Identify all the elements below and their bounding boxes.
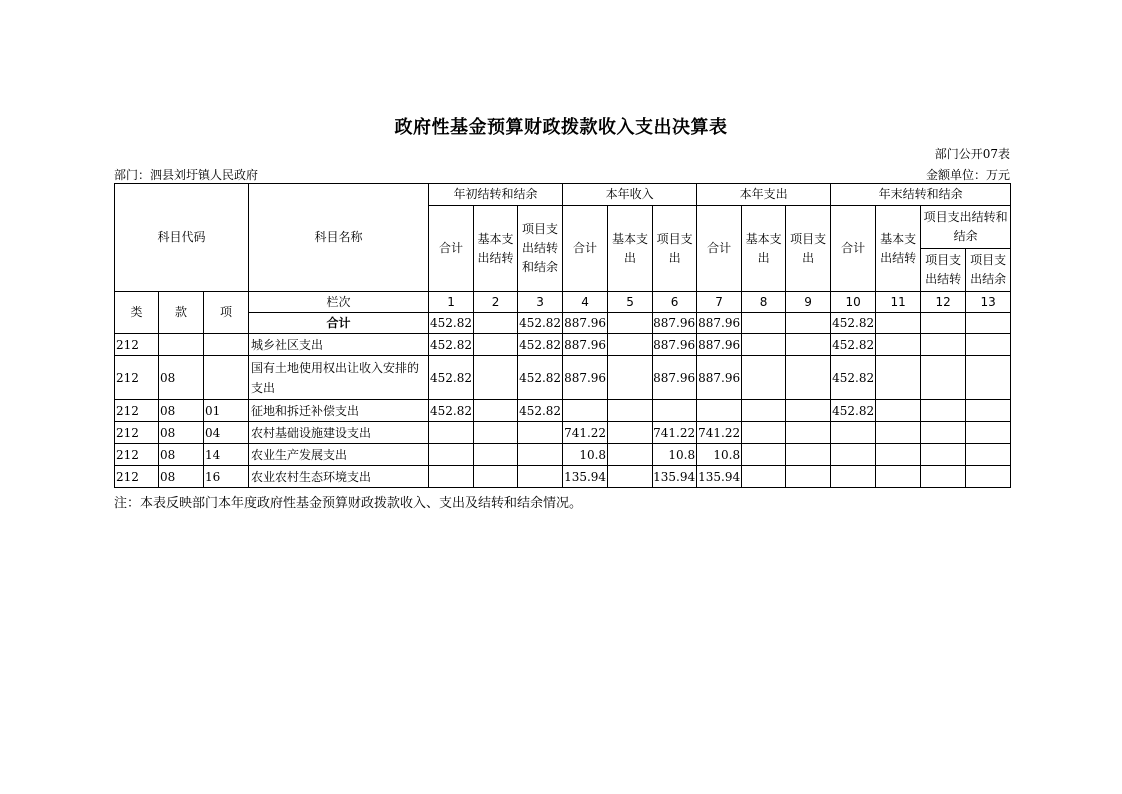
row-code-xiang: 16	[204, 466, 249, 488]
row-code-kuan: 08	[159, 466, 204, 488]
row-value-col-3: 452.82	[518, 400, 563, 422]
header-group-begin: 年初结转和结余	[429, 184, 563, 206]
header-expense-total: 合计	[697, 206, 742, 292]
row-value-col-2	[474, 400, 518, 422]
row-value-col-1	[429, 422, 474, 444]
row-code-lei: 212	[115, 356, 159, 400]
row-code-lei: 212	[115, 422, 159, 444]
budget-table	[114, 183, 1011, 488]
row-code-xiang	[204, 356, 249, 400]
row-value-col-5	[608, 444, 653, 466]
header-end-basic-carry: 基本支出结转	[876, 206, 921, 292]
total-value-col-11	[876, 313, 921, 334]
row-value-col-10	[831, 444, 876, 466]
row-value-col-9	[786, 334, 831, 356]
total-value-col-2	[474, 313, 518, 334]
header-income-project: 项目支出	[653, 206, 697, 292]
column-index-2: 2	[474, 292, 518, 313]
header-begin-project-carry-balance: 项目支出结转和结余	[518, 206, 563, 292]
row-value-col-10	[831, 466, 876, 488]
total-value-col-9	[786, 313, 831, 334]
row-value-col-7: 887.96	[697, 334, 742, 356]
row-value-col-9	[786, 356, 831, 400]
row-value-col-2	[474, 422, 518, 444]
header-subject-code: 科目代码	[115, 184, 249, 292]
row-subject-name: 农业生产发展支出	[249, 444, 429, 466]
total-value-col-10: 452.82	[831, 313, 876, 334]
header-lei: 类	[115, 292, 159, 334]
form-number: 部门公开07表	[934, 147, 1010, 161]
row-value-col-11	[876, 466, 921, 488]
header-column-index-label: 栏次	[249, 292, 429, 313]
row-value-col-7: 741.22	[697, 422, 742, 444]
header-income-basic: 基本支出	[608, 206, 653, 292]
row-subject-name: 农业农村生态环境支出	[249, 466, 429, 488]
row-code-lei: 212	[115, 334, 159, 356]
row-value-col-4: 10.8	[563, 444, 608, 466]
header-end-total: 合计	[831, 206, 876, 292]
row-value-col-2	[474, 356, 518, 400]
row-value-col-4: 135.94	[563, 466, 608, 488]
column-index-4: 4	[563, 292, 608, 313]
row-value-col-2	[474, 444, 518, 466]
total-value-col-1: 452.82	[429, 313, 474, 334]
row-value-col-10: 452.82	[831, 334, 876, 356]
table-note: 注：本表反映部门本年度政府性基金预算财政拨款收入、支出及结转和结余情况。	[114, 496, 583, 511]
row-value-col-8	[742, 422, 786, 444]
row-value-col-6: 887.96	[653, 356, 697, 400]
row-code-kuan	[159, 334, 204, 356]
column-index-5: 5	[608, 292, 653, 313]
total-value-col-3: 452.82	[518, 313, 563, 334]
row-value-col-6: 741.22	[653, 422, 697, 444]
total-value-col-6: 887.96	[653, 313, 697, 334]
header-subject-name: 科目名称	[249, 184, 429, 292]
row-code-kuan: 08	[159, 400, 204, 422]
row-value-col-7: 887.96	[697, 356, 742, 400]
row-value-col-13	[966, 400, 1011, 422]
row-value-col-5	[608, 466, 653, 488]
row-value-col-8	[742, 356, 786, 400]
column-index-10: 10	[831, 292, 876, 313]
row-code-xiang: 04	[204, 422, 249, 444]
row-value-col-12	[921, 356, 966, 400]
total-value-col-5	[608, 313, 653, 334]
row-value-col-3: 452.82	[518, 334, 563, 356]
column-index-12: 12	[921, 292, 966, 313]
row-value-col-13	[966, 444, 1011, 466]
header-expense-basic: 基本支出	[742, 206, 786, 292]
row-value-col-11	[876, 400, 921, 422]
table-row	[115, 466, 1011, 488]
row-value-col-10: 452.82	[831, 356, 876, 400]
row-value-col-11	[876, 334, 921, 356]
department-label: 部门：泗县刘圩镇人民政府	[114, 168, 259, 182]
row-value-col-5	[608, 334, 653, 356]
table-row	[115, 422, 1011, 444]
row-value-col-9	[786, 444, 831, 466]
header-income-total: 合计	[563, 206, 608, 292]
row-value-col-8	[742, 400, 786, 422]
row-value-col-4	[563, 400, 608, 422]
row-value-col-3	[518, 422, 563, 444]
row-value-col-5	[608, 400, 653, 422]
row-value-col-8	[742, 334, 786, 356]
row-value-col-6	[653, 400, 697, 422]
total-value-col-7: 887.96	[697, 313, 742, 334]
row-value-col-13	[966, 334, 1011, 356]
header-group-end: 年末结转和结余	[831, 184, 1011, 206]
table-row	[115, 400, 1011, 422]
header-end-project-balance: 项目支出结余	[966, 249, 1011, 292]
row-value-col-9	[786, 400, 831, 422]
row-code-xiang	[204, 334, 249, 356]
row-value-col-7: 135.94	[697, 466, 742, 488]
row-value-col-6: 887.96	[653, 334, 697, 356]
row-value-col-3: 452.82	[518, 356, 563, 400]
row-value-col-9	[786, 466, 831, 488]
total-value-col-8	[742, 313, 786, 334]
header-kuan: 款	[159, 292, 204, 334]
row-code-xiang: 14	[204, 444, 249, 466]
row-value-col-11	[876, 422, 921, 444]
row-value-col-1	[429, 466, 474, 488]
row-value-col-11	[876, 356, 921, 400]
column-index-3: 3	[518, 292, 563, 313]
row-value-col-10	[831, 422, 876, 444]
row-value-col-8	[742, 444, 786, 466]
row-code-kuan: 08	[159, 422, 204, 444]
row-value-col-1: 452.82	[429, 356, 474, 400]
row-value-col-10: 452.82	[831, 400, 876, 422]
total-row-label: 合计	[249, 313, 429, 334]
row-code-lei: 212	[115, 466, 159, 488]
row-value-col-7	[697, 400, 742, 422]
row-value-col-3	[518, 466, 563, 488]
header-group-income: 本年收入	[563, 184, 697, 206]
amount-unit-label: 金额单位：万元	[925, 168, 1010, 182]
row-value-col-12	[921, 466, 966, 488]
table-row	[115, 356, 1011, 400]
total-value-col-4: 887.96	[563, 313, 608, 334]
column-index-11: 11	[876, 292, 921, 313]
table-row	[115, 334, 1011, 356]
row-value-col-12	[921, 400, 966, 422]
row-code-lei: 212	[115, 444, 159, 466]
row-value-col-5	[608, 422, 653, 444]
row-value-col-6: 10.8	[653, 444, 697, 466]
page-title: 政府性基金预算财政拨款收入支出决算表	[394, 117, 728, 138]
row-value-col-12	[921, 422, 966, 444]
row-value-col-1: 452.82	[429, 400, 474, 422]
column-index-8: 8	[742, 292, 786, 313]
header-group-expense: 本年支出	[697, 184, 831, 206]
row-value-col-11	[876, 444, 921, 466]
row-value-col-2	[474, 334, 518, 356]
row-code-kuan: 08	[159, 356, 204, 400]
row-code-lei: 212	[115, 400, 159, 422]
row-value-col-12	[921, 334, 966, 356]
row-value-col-1	[429, 444, 474, 466]
row-value-col-1: 452.82	[429, 334, 474, 356]
column-index-6: 6	[653, 292, 697, 313]
row-value-col-13	[966, 422, 1011, 444]
header-begin-basic-carry: 基本支出结转	[474, 206, 518, 292]
header-begin-total: 合计	[429, 206, 474, 292]
header-end-project-group: 项目支出结转和结余	[921, 206, 1011, 249]
column-index-7: 7	[697, 292, 742, 313]
row-value-col-6: 135.94	[653, 466, 697, 488]
row-subject-name: 城乡社区支出	[249, 334, 429, 356]
row-subject-name: 征地和拆迁补偿支出	[249, 400, 429, 422]
total-value-col-13	[966, 313, 1011, 334]
row-value-col-8	[742, 466, 786, 488]
row-value-col-13	[966, 356, 1011, 400]
total-value-col-12	[921, 313, 966, 334]
row-value-col-7: 10.8	[697, 444, 742, 466]
row-value-col-4: 887.96	[563, 334, 608, 356]
column-index-13: 13	[966, 292, 1011, 313]
column-index-9: 9	[786, 292, 831, 313]
row-value-col-13	[966, 466, 1011, 488]
row-code-kuan: 08	[159, 444, 204, 466]
table-row	[115, 444, 1011, 466]
header-expense-project: 项目支出	[786, 206, 831, 292]
row-value-col-12	[921, 444, 966, 466]
row-value-col-5	[608, 356, 653, 400]
row-subject-name: 国有土地使用权出让收入安排的支出	[249, 356, 429, 400]
row-value-col-4: 887.96	[563, 356, 608, 400]
row-subject-name: 农村基础设施建设支出	[249, 422, 429, 444]
row-value-col-3	[518, 444, 563, 466]
column-index-1: 1	[429, 292, 474, 313]
row-code-xiang: 01	[204, 400, 249, 422]
row-value-col-2	[474, 466, 518, 488]
header-xiang: 项	[204, 292, 249, 334]
header-end-project-carry: 项目支出结转	[921, 249, 966, 292]
row-value-col-4: 741.22	[563, 422, 608, 444]
row-value-col-9	[786, 422, 831, 444]
